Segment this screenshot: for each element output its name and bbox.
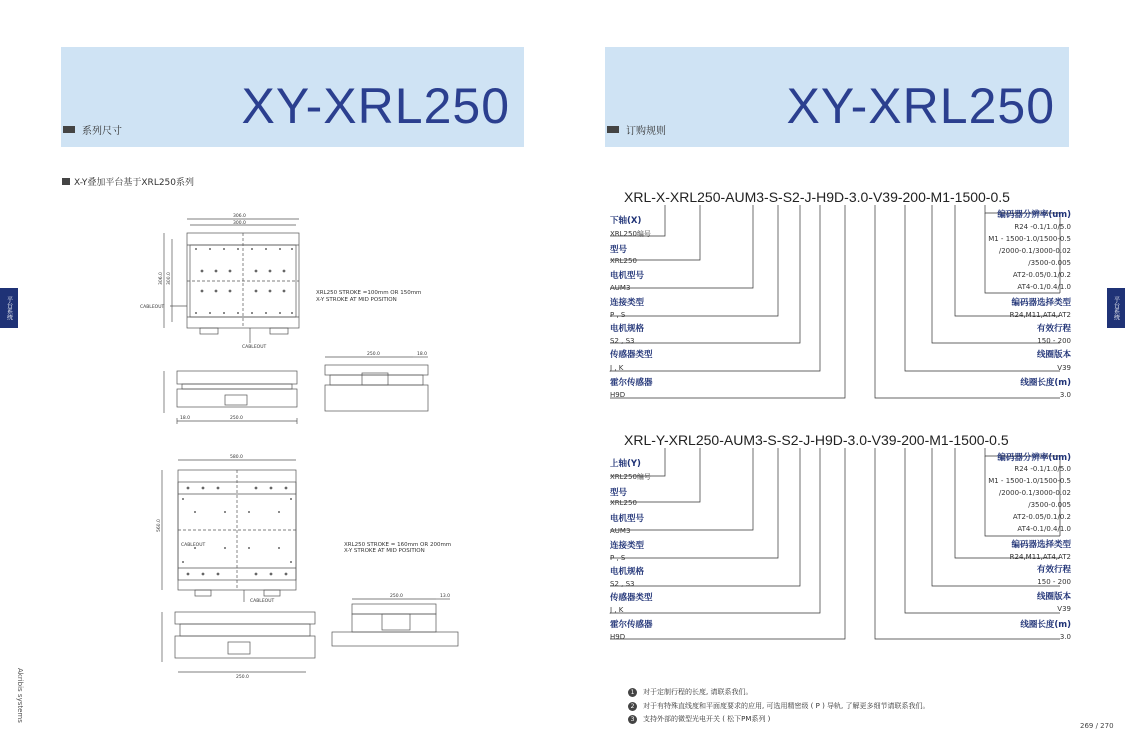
y-value-6: H9D <box>610 633 626 641</box>
x-right-value-3: V39 <box>1057 364 1071 372</box>
y-right-label-2: 有效行程 <box>1036 565 1071 575</box>
cableout-left: CABLEOUT <box>140 305 165 310</box>
note-number-1: 1 <box>628 688 637 697</box>
drawing-xrl250-small <box>130 205 460 430</box>
y-label-5: 传感器类型 <box>610 593 653 603</box>
x-right-value-2: 150 - 200 <box>1037 337 1071 345</box>
drawing1-note-line1: XRL250 STROKE =100mm OR 150mm <box>316 290 422 296</box>
y-value-0: XRL250编号 <box>610 473 651 481</box>
cableout2-bottom: CABLEOUT <box>250 599 275 604</box>
left-banner <box>61 47 524 147</box>
x-label-1: 型号 <box>610 245 628 255</box>
cableout-bottom: CABLEOUT <box>242 345 267 350</box>
dim2-left: 560.0 <box>157 519 162 532</box>
left-section-tag <box>63 122 122 137</box>
x-right-label-4: 线圈长度(m) <box>1020 378 1071 388</box>
drawing2-note-line1: XRL250 STROKE = 160mm OR 200mm <box>344 542 452 548</box>
x-label-4: 电机规格 <box>610 324 645 334</box>
x-right-value-0-5: AT4-0.1/0.4/1.0 <box>1017 283 1071 291</box>
y-label-0: 上轴(Y) <box>610 459 641 469</box>
order-lines-y <box>605 446 1075 646</box>
x-value-3: P , S <box>610 311 626 319</box>
x-right-value-4: 3.0 <box>1059 391 1071 399</box>
x-right-value-0-0: R24 -0.1/1.0/5.0 <box>1014 223 1071 231</box>
note-text-1: 对于定制行程的长度, 请联系我们。 <box>643 688 753 696</box>
y-value-1: XRL250 <box>610 499 637 507</box>
drawing1-note-line2: X-Y STROKE AT MID POSITION <box>316 297 397 303</box>
bottom-dim-a: 18.0 <box>180 416 191 421</box>
drawing-xrl250-large <box>140 452 470 687</box>
dim-top-b: 300.0 <box>233 221 246 226</box>
note-3 <box>628 714 770 724</box>
right-section-tag-text: 订购规则 <box>626 126 666 137</box>
x-right-label-0: 编码器分辨率(um) <box>997 210 1071 220</box>
side-dim-b: 18.0 <box>417 352 428 357</box>
x-label-6: 霍尔传感器 <box>610 378 653 388</box>
dim2-top: 580.0 <box>230 455 243 460</box>
right-side-tab <box>1107 288 1125 328</box>
y-right-value-0-2: /2000-0.1/3000-0.02 <box>998 489 1071 497</box>
right-banner-title: XY-XRL250 <box>786 78 1055 134</box>
x-right-value-0-1: M1 - 1500-1.0/1500-0.5 <box>988 235 1071 243</box>
side-dim-a: 250.0 <box>367 352 380 357</box>
x-right-label-3: 线圈版本 <box>1036 350 1071 360</box>
side2-dim-a: 250.0 <box>390 594 403 599</box>
y-right-label-3: 线圈版本 <box>1036 592 1071 602</box>
left-section-tag-text: 系列尺寸 <box>82 126 122 137</box>
left-vertical-footer-text: Akribis systems <box>16 668 24 723</box>
y-right-value-1: R24,M11,AT4,AT2 <box>1009 553 1071 561</box>
square-bullet-icon <box>62 178 70 185</box>
left-side-tab-text: 平台系统 <box>5 296 13 320</box>
y-right-label-0: 编码器分辨率(um) <box>997 453 1071 463</box>
x-value-4: S2 , S3 <box>610 337 635 345</box>
right-side-tab-text: 平台系统 <box>1112 296 1120 320</box>
side2-dim-b: 13.0 <box>440 594 451 599</box>
y-right-label-1: 编码器选择类型 <box>1011 540 1071 550</box>
left-banner-title: XY-XRL250 <box>241 78 510 134</box>
x-value-6: H9D <box>610 391 626 399</box>
x-right-value-0-2: /2000-0.1/3000-0.02 <box>998 247 1071 255</box>
y-label-1: 型号 <box>610 488 628 498</box>
right-section-tag <box>607 122 666 137</box>
drawing2-note-line2: X-Y STROKE AT MID POSITION <box>344 548 425 554</box>
left-subtitle-text: X-Y叠加平台基于XRL250系列 <box>74 178 195 188</box>
x-right-label-1: 编码器选择类型 <box>1011 298 1071 308</box>
x-right-value-0-3: /3500-0.005 <box>1028 259 1071 267</box>
y-right-value-0-3: /3500-0.005 <box>1028 501 1071 509</box>
x-value-2: AUM3 <box>610 284 631 292</box>
x-label-5: 传感器类型 <box>610 350 653 360</box>
dim-top-a: 306.0 <box>233 214 246 219</box>
x-right-value-0-4: AT2-0.05/0.1/0.2 <box>1012 271 1071 279</box>
y-label-6: 霍尔传感器 <box>610 620 653 630</box>
y-right-value-0-0: R24 -0.1/1.0/5.0 <box>1014 465 1071 473</box>
y-value-4: S2 , S3 <box>610 580 635 588</box>
y-right-value-0-5: AT4-0.1/0.4/1.0 <box>1017 525 1071 533</box>
x-label-3: 连接类型 <box>610 298 645 308</box>
note-2 <box>628 701 929 711</box>
x-label-2: 电机型号 <box>610 271 645 281</box>
y-right-value-4: 3.0 <box>1059 633 1071 641</box>
cableout2-left: CABLEOUT <box>181 543 206 548</box>
dim-left-b: 300.0 <box>167 272 172 285</box>
x-label-0: 下轴(X) <box>610 216 642 226</box>
y-right-value-3: V39 <box>1057 605 1071 613</box>
x-right-label-2: 有效行程 <box>1036 324 1071 334</box>
dim-left-a: 306.0 <box>159 272 164 285</box>
square-bullet-icon <box>63 126 75 133</box>
note-1 <box>628 687 752 697</box>
y-label-4: 电机规格 <box>610 567 645 577</box>
note-number-3: 3 <box>628 715 637 724</box>
x-value-5: J , K <box>610 364 624 372</box>
square-bullet-icon <box>607 126 619 133</box>
y-label-3: 连接类型 <box>610 541 645 551</box>
right-banner <box>605 47 1069 147</box>
order-code-y: XRL-Y-XRL250-AUM3-S-S2-J-H9D-3.0-V39-200-M1-1500-0.5 <box>624 432 1009 448</box>
x-value-0: XRL250编号 <box>610 230 651 238</box>
y-right-value-2: 150 - 200 <box>1037 578 1071 586</box>
note-text-3: 支持外部的微型光电开关 ( 松下PM系列 ) <box>643 715 771 723</box>
page-number: 269 / 270 <box>1080 722 1114 730</box>
note-text-2: 对于有特殊直线度和平面度要求的应用, 可选用精密级 ( P ) 导轨, 了解更多细节请联系我们。 <box>643 702 930 710</box>
y-right-value-0-4: AT2-0.05/0.1/0.2 <box>1012 513 1071 521</box>
y-value-2: AUM3 <box>610 527 631 535</box>
y-right-label-4: 线圈长度(m) <box>1020 620 1071 630</box>
note-number-2: 2 <box>628 702 637 711</box>
left-subtitle <box>62 175 194 188</box>
order-lines-x <box>605 203 1075 403</box>
bottom2-dim: 250.0 <box>236 675 249 680</box>
y-label-2: 电机型号 <box>610 514 645 524</box>
x-right-value-1: R24,M11,AT4,AT2 <box>1009 311 1071 319</box>
y-value-3: P , S <box>610 554 626 562</box>
order-code-x: XRL-X-XRL250-AUM3-S-S2-J-H9D-3.0-V39-200-M1-1500-0.5 <box>624 189 1010 205</box>
y-right-value-0-1: M1 - 1500-1.0/1500-0.5 <box>988 477 1071 485</box>
left-side-tab <box>0 288 18 328</box>
left-vertical-footer <box>16 668 24 723</box>
y-value-5: J , K <box>610 606 624 614</box>
x-value-1: XRL250 <box>610 257 637 265</box>
bottom-dim-b: 250.0 <box>230 416 243 421</box>
